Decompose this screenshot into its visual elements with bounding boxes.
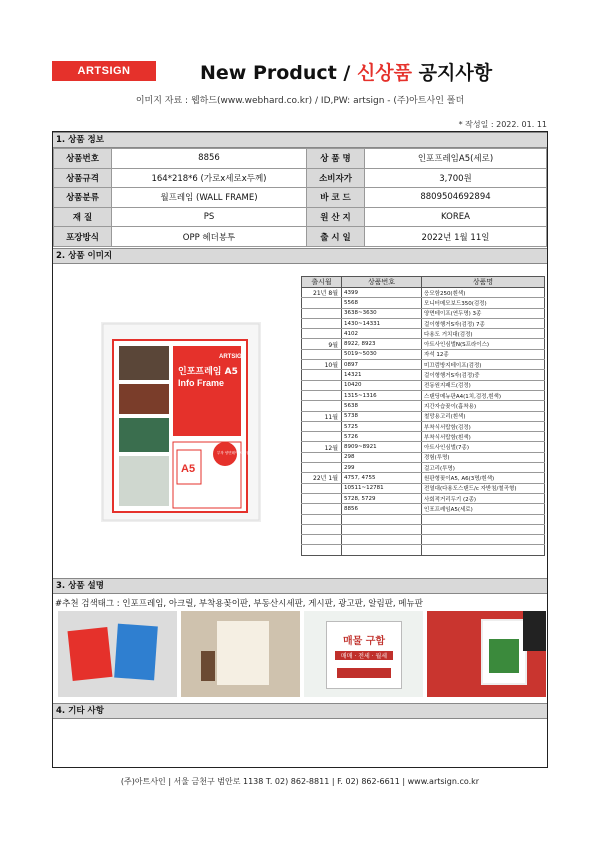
history-row: [302, 524, 545, 534]
usage-photos: [58, 611, 546, 697]
history-name: [422, 524, 545, 534]
info-value: 월프레임 (WALL FRAME): [112, 188, 307, 208]
history-period: [302, 545, 342, 555]
history-row: [302, 318, 545, 328]
history-row: [302, 504, 545, 514]
package-name-en: Info Frame: [178, 378, 225, 388]
history-period: [302, 308, 342, 318]
history-row: [302, 288, 545, 298]
info-label: 포장방식: [54, 227, 112, 247]
history-row: [302, 411, 545, 421]
history-row: [302, 298, 545, 308]
history-code: 5019~5030: [342, 349, 422, 359]
history-name: 아트사인심벌(7종): [422, 442, 545, 452]
history-code: 3638~3630: [342, 308, 422, 318]
history-code: [342, 514, 422, 524]
info-label: 상품규격: [54, 168, 112, 188]
history-code: 5725: [342, 421, 422, 431]
info-value: 8809504692894: [365, 188, 547, 208]
history-code: 8909~8921: [342, 442, 422, 452]
history-name: 걸이형행거S자(검정)중: [422, 370, 545, 380]
history-name: 모니터메모보드350(검정): [422, 298, 545, 308]
product-info-table: [53, 148, 547, 247]
info-label: 상품분류: [54, 188, 112, 208]
info-value: OPP 헤더봉투: [112, 227, 307, 247]
history-code: 4757, 4755: [342, 473, 422, 483]
history-code: 4399: [342, 288, 422, 298]
usage-photo-2: [181, 611, 300, 697]
history-code: 8922, 8923: [342, 339, 422, 349]
history-row: [302, 473, 545, 483]
history-period: [302, 504, 342, 514]
history-name: 다용도 거치대(검정): [422, 329, 545, 339]
history-period: [302, 349, 342, 359]
history-name: 전동원지패드(검정): [422, 380, 545, 390]
history-name: [422, 514, 545, 524]
info-value: PS: [112, 207, 307, 227]
history-name: 아트사인심벌N(S프라이스): [422, 339, 545, 349]
section-product-info: 1. 상품 정보: [53, 132, 547, 148]
package-name-kr: 인포프레임 A5: [178, 367, 238, 377]
history-code: 5638: [342, 401, 422, 411]
history-period: [302, 380, 342, 390]
search-tags: #추천 검색태그 : 인포프레임, 아크릴, 부착용꽂이판, 부동산시세판, 게시판, 광고판, 알림판, 메뉴판: [55, 599, 423, 609]
history-period: [302, 493, 342, 503]
info-row: [54, 227, 547, 247]
history-row: [302, 452, 545, 462]
history-code: 4102: [342, 329, 422, 339]
section-other-notes: 4. 기타 사항: [53, 703, 547, 719]
info-value: 인포프레임A5(세로): [365, 149, 547, 169]
history-code: 5738: [342, 411, 422, 421]
history-name: 원판형꽂이A5, A6(3명/흰색): [422, 473, 545, 483]
history-period: [302, 514, 342, 524]
history-name: 스탠딩메뉴판A4(1치,검정,흰색): [422, 390, 545, 400]
history-row: [302, 308, 545, 318]
history-code: 10420: [342, 380, 422, 390]
history-period: [302, 329, 342, 339]
history-code: 298: [342, 452, 422, 462]
history-row: [302, 349, 545, 359]
product-image: [101, 322, 261, 522]
section-product-description: 3. 상품 설명: [53, 578, 547, 594]
history-row: [302, 545, 545, 555]
image-source-note: 이미지 자료 : 웹하드(www.webhard.co.kr) / ID,PW: artsign - (주)아트사인 폴더: [135, 96, 465, 106]
info-row: [54, 188, 547, 208]
history-code: 1315~1316: [342, 390, 422, 400]
history-code: 10511~12781: [342, 483, 422, 493]
info-row: [54, 207, 547, 227]
artsign-logo: ARTSIGN: [52, 61, 156, 81]
history-name: 인포프레임A5(세로): [422, 504, 545, 514]
written-date: * 작성일 : 2022. 01. 11: [458, 120, 547, 129]
info-value: KOREA: [365, 207, 547, 227]
section-product-image: 2. 상품 이미지: [53, 248, 547, 264]
info-label: 재 질: [54, 207, 112, 227]
history-header: 상품번호: [342, 277, 422, 288]
history-header: 출시월: [302, 277, 342, 288]
history-period: [302, 370, 342, 380]
history-name: 지간자습꽂이(흡착용): [422, 401, 545, 411]
package-brand: ARTSIGN: [219, 354, 246, 360]
history-name: 전열대(다용도스탠드/c 자받침/철곡형): [422, 483, 545, 493]
history-row: [302, 421, 545, 431]
notice-frame: [52, 131, 548, 768]
info-label: 소비자가: [307, 168, 365, 188]
release-history-table: [301, 276, 545, 556]
info-value: 8856: [112, 149, 307, 169]
history-period: 12월: [302, 442, 342, 452]
usage-photo-1: [58, 611, 177, 697]
history-period: [302, 318, 342, 328]
history-code: [342, 535, 422, 545]
history-row: [302, 463, 545, 473]
history-code: 5568: [342, 298, 422, 308]
history-code: 8856: [342, 504, 422, 514]
info-label: 상 품 명: [307, 149, 365, 169]
history-period: [302, 421, 342, 431]
history-header: 상품명: [422, 277, 545, 288]
history-period: [302, 463, 342, 473]
history-name: 철망용고리(흰색): [422, 411, 545, 421]
history-name: 부착식서랍함(흰색): [422, 432, 545, 442]
history-period: [302, 452, 342, 462]
history-period: [302, 298, 342, 308]
history-code: 299: [342, 463, 422, 473]
history-row: [302, 390, 545, 400]
photo-sign-title: 매물 구함: [342, 636, 386, 647]
info-value: 3,700원: [365, 168, 547, 188]
info-row: [54, 149, 547, 169]
history-row: [302, 339, 545, 349]
history-period: [302, 483, 342, 493]
history-row: [302, 370, 545, 380]
package-size: A5: [181, 463, 196, 475]
history-period: 10월: [302, 360, 342, 370]
history-period: 21년 8월: [302, 288, 342, 298]
history-period: [302, 432, 342, 442]
history-code: 1430~14331: [342, 318, 422, 328]
history-period: [302, 390, 342, 400]
history-name: 사회적거리두기 (2종): [422, 493, 545, 503]
history-code: [342, 545, 422, 555]
history-code: [342, 524, 422, 534]
history-code: 14321: [342, 370, 422, 380]
info-value: 2022년 1월 11일: [365, 227, 547, 247]
history-name: 미끄럼방지테이프(검정): [422, 360, 545, 370]
usage-photo-3: [304, 611, 423, 697]
history-row: [302, 483, 545, 493]
history-row: [302, 535, 545, 545]
company-footer: (주)아트사인 | 서울 금천구 범안로 1138 T. 02) 862-8811 | F. 02) 862-6611 | www.artsign.co.kr: [120, 777, 480, 786]
history-name: 응모함250(흰색): [422, 288, 545, 298]
history-name: 부착식서랍함(검정): [422, 421, 545, 431]
history-code: 5728, 5729: [342, 493, 422, 503]
history-row: [302, 360, 545, 370]
history-period: 11월: [302, 411, 342, 421]
history-name: [422, 535, 545, 545]
history-row: [302, 401, 545, 411]
history-name: 양면테이프(연두명) 3종: [422, 308, 545, 318]
history-name: [422, 545, 545, 555]
page-title: New Product / 신상품 공지사항: [200, 62, 493, 84]
history-name: 걸이형행거S자(검정) 7종: [422, 318, 545, 328]
history-period: [302, 401, 342, 411]
history-period: 9월: [302, 339, 342, 349]
history-period: [302, 535, 342, 545]
history-row: [302, 442, 545, 452]
history-code: 0897: [342, 360, 422, 370]
history-row: [302, 432, 545, 442]
history-row: [302, 329, 545, 339]
usage-photo-4: [427, 611, 546, 697]
history-name: 걸고리(투명): [422, 463, 545, 473]
photo-sign-sub: 매매 · 전세 · 월세: [335, 651, 393, 660]
history-row: [302, 514, 545, 524]
history-name: 경험(투명): [422, 452, 545, 462]
package-badge: 부착 양면테이프 포함: [217, 451, 250, 455]
history-name: 자석 12종: [422, 349, 545, 359]
history-code: 5726: [342, 432, 422, 442]
history-row: [302, 493, 545, 503]
info-label: 바 코 드: [307, 188, 365, 208]
history-row: [302, 380, 545, 390]
info-value: 164*218*6 (가로x세로x두께): [112, 168, 307, 188]
info-label: 출 시 일: [307, 227, 365, 247]
info-label: 원 산 지: [307, 207, 365, 227]
info-row: [54, 168, 547, 188]
history-period: [302, 524, 342, 534]
history-period: 22년 1월: [302, 473, 342, 483]
info-label: 상품번호: [54, 149, 112, 169]
